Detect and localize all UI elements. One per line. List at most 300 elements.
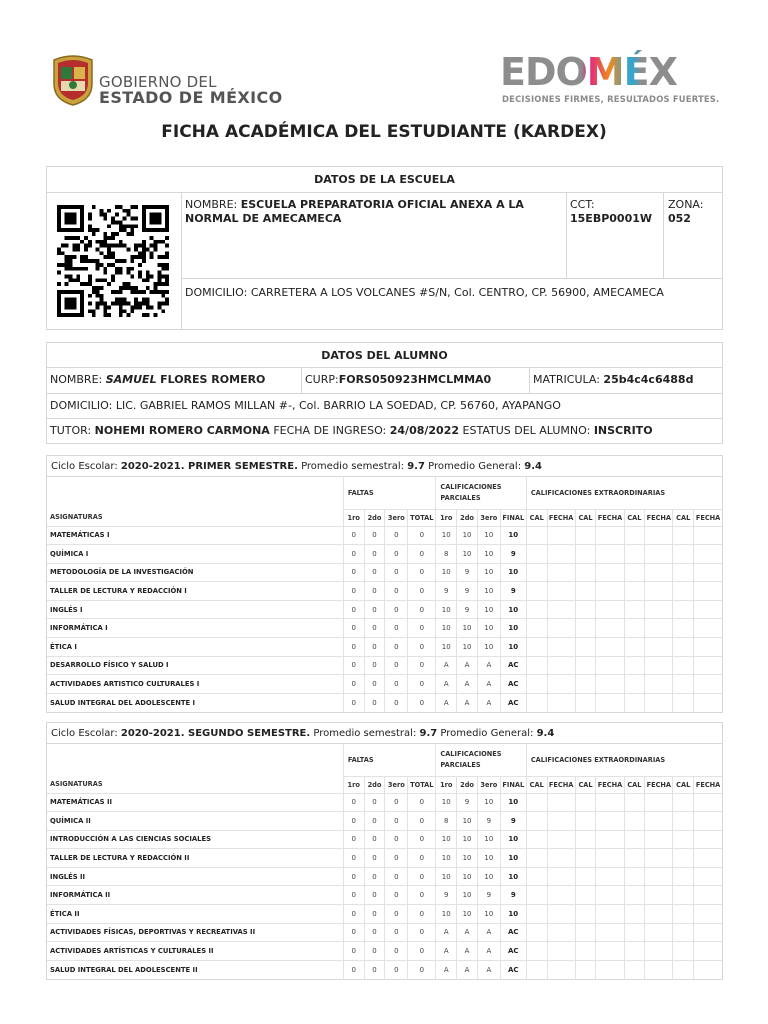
falta-cell: 0 [385,849,408,868]
col-parciales: CALIFICACIONES PARCIALES [436,477,526,509]
gov-line1: GOBIERNO DEL [99,73,217,91]
subject-name: ÉTICA II [47,905,343,924]
extra-cell [694,849,722,868]
extra-cell [526,942,547,961]
school-cct: CCT: 15EBP0001W [570,198,653,225]
parcial-cell: A [457,693,478,712]
falta-cell: 0 [385,563,408,582]
falta-cell: 0 [385,638,408,657]
extra-cell [547,563,575,582]
falta-cell: 0 [364,867,385,886]
falta-cell: 0 [385,830,408,849]
falta-cell: 0 [385,582,408,601]
falta-cell: 0 [408,582,436,601]
extra-cell [694,619,722,638]
table-row [47,849,722,868]
final-grade: 10 [500,619,526,638]
extra-cell [526,867,547,886]
extra-cell [575,526,596,545]
parcial-cell: 9 [436,582,457,601]
subject-name: ACTIVIDADES FÍSICAS, DEPORTIVAS Y RECREATIVAS II [47,923,343,942]
parcial-cell: 10 [436,867,457,886]
final-grade: 9 [500,812,526,831]
subject-name: MATEMÁTICAS II [47,793,343,812]
extra-cell [624,960,645,979]
col-faltas: FALTAS [343,477,436,509]
final-grade: 9 [500,886,526,905]
extra-cell [596,942,624,961]
edomex-word: EDOMÉX [500,50,677,94]
falta-cell: 0 [408,619,436,638]
extra-cell [645,942,673,961]
falta-cell: 0 [385,619,408,638]
extra-cell [575,675,596,694]
parcial-cell: A [436,942,457,961]
extra-cell [547,886,575,905]
col-header: 2do [457,776,478,793]
extra-cell [596,830,624,849]
extra-cell [694,812,722,831]
extra-cell [694,830,722,849]
falta-cell: 0 [385,923,408,942]
falta-cell: 0 [364,693,385,712]
falta-cell: 0 [364,942,385,961]
extra-cell [624,545,645,564]
extra-cell [624,867,645,886]
falta-cell: 0 [343,656,364,675]
extra-cell [547,849,575,868]
extra-cell [575,638,596,657]
parcial-cell: 10 [457,849,478,868]
extra-cell [624,526,645,545]
extra-cell [575,960,596,979]
falta-cell: 0 [364,812,385,831]
extra-cell [575,563,596,582]
falta-cell: 0 [408,675,436,694]
final-grade: AC [500,960,526,979]
extra-cell [673,582,694,601]
edomex-tagline: DECISIONES FIRMES, RESULTADOS FUERTES. [502,94,720,104]
extra-cell [673,619,694,638]
extra-cell [596,886,624,905]
extra-cell [645,563,673,582]
extra-cell [575,582,596,601]
subject-name: ACTIVIDADES ARTISTICO CULTURALES I [47,675,343,694]
parcial-cell: 10 [457,619,478,638]
parcial-cell: 10 [457,830,478,849]
parcial-cell: A [436,960,457,979]
extra-cell [624,886,645,905]
falta-cell: 0 [343,830,364,849]
semester-caption: Ciclo Escolar: 2020-2021. PRIMER SEMESTRE. Promedio semestral: 9.7 Promedio General: 9.4 [47,456,722,477]
final-grade: 9 [500,545,526,564]
parcial-cell: 10 [436,905,457,924]
extra-cell [596,675,624,694]
parcial-cell: A [477,960,500,979]
extra-cell [596,563,624,582]
falta-cell: 0 [385,867,408,886]
extra-cell [596,545,624,564]
extra-cell [624,905,645,924]
col-header: 3ero [477,509,500,526]
falta-cell: 0 [364,563,385,582]
parcial-cell: 10 [436,600,457,619]
extra-cell [694,886,722,905]
parcial-cell: 9 [436,886,457,905]
final-grade: 10 [500,638,526,657]
extra-cell [624,656,645,675]
final-grade: 10 [500,905,526,924]
gov-line2: ESTADO DE MÉXICO [99,88,283,107]
extra-cell [596,638,624,657]
extra-cell [694,582,722,601]
falta-cell: 0 [343,563,364,582]
grades-table [47,477,722,712]
table-row [47,830,722,849]
parcial-cell: 10 [477,849,500,868]
subject-name: DESARROLLO FÍSICO Y SALUD I [47,656,343,675]
extra-cell [575,886,596,905]
extra-cell [526,563,547,582]
falta-cell: 0 [385,600,408,619]
page-title: FICHA ACADÉMICA DEL ESTUDIANTE (KARDEX) [161,122,607,142]
col-header: FINAL [500,509,526,526]
table-row [47,656,722,675]
extra-cell [673,526,694,545]
extra-cell [547,526,575,545]
final-grade: 10 [500,793,526,812]
extra-cell [596,812,624,831]
falta-cell: 0 [385,886,408,905]
extra-cell [673,886,694,905]
extra-cell [596,849,624,868]
falta-cell: 0 [343,526,364,545]
government-wordmark [99,74,283,106]
subject-name: QUÍMICA II [47,812,343,831]
extra-cell [596,619,624,638]
extra-cell [645,960,673,979]
col-header: TOTAL [408,776,436,793]
extra-cell [547,960,575,979]
extra-cell [645,849,673,868]
falta-cell: 0 [364,923,385,942]
col-header: 1ro [343,776,364,793]
parcial-cell: 10 [436,619,457,638]
falta-cell: 0 [385,905,408,924]
extra-cell [526,849,547,868]
parcial-cell: 10 [477,600,500,619]
extra-cell [645,923,673,942]
extra-cell [547,905,575,924]
extra-cell [526,793,547,812]
student-curp: CURP:FORS050923HMCLMMA0 [305,373,492,386]
extra-cell [526,923,547,942]
extra-cell [673,675,694,694]
parcial-cell: 9 [457,600,478,619]
parcial-cell: 9 [457,582,478,601]
falta-cell: 0 [364,526,385,545]
qr-code-icon [57,203,169,319]
extra-cell [575,793,596,812]
extra-cell [694,638,722,657]
falta-cell: 0 [408,849,436,868]
parcial-cell: A [457,960,478,979]
extra-cell [575,812,596,831]
extra-cell [547,942,575,961]
extra-cell [526,545,547,564]
extra-cell [596,923,624,942]
student-tutor-line: TUTOR: NOHEMI ROMERO CARMONA FECHA DE INGRESO: 24/08/2022 ESTATUS DEL ALUMNO: INSCRITO [50,424,653,437]
falta-cell: 0 [408,526,436,545]
page-header [0,0,768,115]
parcial-cell: A [436,656,457,675]
extra-cell [673,656,694,675]
falta-cell: 0 [385,793,408,812]
parcial-cell: 10 [436,830,457,849]
extra-cell [694,600,722,619]
subject-name: INGLÉS II [47,867,343,886]
parcial-cell: 10 [436,793,457,812]
col-header: FECHA [694,776,722,793]
parcial-cell: 9 [457,793,478,812]
semester-caption: Ciclo Escolar: 2020-2021. SEGUNDO SEMESTRE. Promedio semestral: 9.7 Promedio General: 9.4 [47,723,722,744]
falta-cell: 0 [385,545,408,564]
col-header: CAL [624,509,645,526]
falta-cell: 0 [408,793,436,812]
extra-cell [673,545,694,564]
extra-cell [645,582,673,601]
extra-cell [526,600,547,619]
extra-cell [673,638,694,657]
table-row [47,942,722,961]
falta-cell: 0 [364,675,385,694]
extra-cell [673,942,694,961]
col-header: 2do [364,776,385,793]
parcial-cell: A [457,656,478,675]
col-header: FECHA [694,509,722,526]
extra-cell [645,619,673,638]
extra-cell [673,960,694,979]
extra-cell [624,849,645,868]
col-header: CAL [673,776,694,793]
falta-cell: 0 [343,886,364,905]
falta-cell: 0 [364,638,385,657]
parcial-cell: 10 [436,526,457,545]
final-grade: AC [500,675,526,694]
falta-cell: 0 [408,942,436,961]
extra-cell [673,830,694,849]
col-header: 1ro [436,509,457,526]
falta-cell: 0 [385,656,408,675]
extra-cell [624,793,645,812]
extra-cell [547,619,575,638]
parcial-cell: A [436,923,457,942]
parcial-cell: A [477,942,500,961]
extra-cell [547,830,575,849]
extra-cell [575,545,596,564]
extra-cell [596,693,624,712]
parcial-cell: 10 [477,545,500,564]
extra-cell [624,563,645,582]
extra-cell [694,656,722,675]
extra-cell [673,693,694,712]
parcial-cell: 10 [436,563,457,582]
parcial-cell: 10 [436,849,457,868]
extra-cell [624,619,645,638]
parcial-cell: 8 [436,812,457,831]
falta-cell: 0 [364,830,385,849]
extra-cell [624,638,645,657]
parcial-cell: 10 [457,545,478,564]
parcial-cell: 10 [477,638,500,657]
extra-cell [645,830,673,849]
extra-cell [694,563,722,582]
extra-cell [694,960,722,979]
extra-cell [694,942,722,961]
falta-cell: 0 [408,656,436,675]
col-header: CAL [624,776,645,793]
extra-cell [547,675,575,694]
extra-cell [575,656,596,675]
extra-cell [624,582,645,601]
falta-cell: 0 [343,905,364,924]
extra-cell [526,526,547,545]
parcial-cell: 10 [457,905,478,924]
student-data-section [46,342,723,444]
table-row [47,600,722,619]
extra-cell [673,600,694,619]
falta-cell: 0 [364,600,385,619]
extra-cell [596,600,624,619]
falta-cell: 0 [343,619,364,638]
table-row [47,545,722,564]
parcial-cell: A [457,675,478,694]
falta-cell: 0 [408,867,436,886]
edomex-logo-text [500,50,722,94]
extra-cell [547,867,575,886]
parcial-cell: A [477,656,500,675]
edomex-brand [500,50,722,104]
extra-cell [673,793,694,812]
extra-cell [526,812,547,831]
extra-cell [547,545,575,564]
col-faltas: FALTAS [343,744,436,776]
table-row [47,563,722,582]
extra-cell [596,793,624,812]
extra-cell [624,923,645,942]
table-row [47,960,722,979]
extra-cell [624,942,645,961]
school-zona: ZONA: 052 [668,198,704,225]
extra-cell [575,600,596,619]
extra-cell [645,526,673,545]
col-header: 2do [364,509,385,526]
falta-cell: 0 [343,582,364,601]
col-header: CAL [526,776,547,793]
falta-cell: 0 [343,812,364,831]
extra-cell [694,793,722,812]
col-header: CAL [575,509,596,526]
extra-cell [547,812,575,831]
parcial-cell: 8 [436,545,457,564]
extra-cell [575,867,596,886]
falta-cell: 0 [343,675,364,694]
parcial-cell: A [457,942,478,961]
extra-cell [645,905,673,924]
parcial-cell: 10 [457,526,478,545]
extra-cell [645,693,673,712]
col-header: 1ro [343,509,364,526]
extra-cell [596,867,624,886]
parcial-cell: 10 [477,830,500,849]
extra-cell [526,886,547,905]
table-row [47,638,722,657]
extra-cell [645,675,673,694]
extra-cell [526,675,547,694]
extra-cell [645,793,673,812]
parcial-cell: 10 [477,526,500,545]
falta-cell: 0 [385,942,408,961]
table-row [47,886,722,905]
extra-cell [526,638,547,657]
final-grade: 10 [500,830,526,849]
extra-cell [694,526,722,545]
parcial-cell: A [477,675,500,694]
falta-cell: 0 [343,693,364,712]
subject-name: SALUD INTEGRAL DEL ADOLESCENTE II [47,960,343,979]
final-grade: AC [500,693,526,712]
extra-cell [547,582,575,601]
parcial-cell: 10 [436,638,457,657]
col-asignaturas: ASIGNATURAS [47,477,343,526]
extra-cell [694,905,722,924]
falta-cell: 0 [408,960,436,979]
parcial-cell: A [477,693,500,712]
col-header: FECHA [596,776,624,793]
falta-cell: 0 [343,867,364,886]
subject-name: ÉTICA I [47,638,343,657]
table-row [47,923,722,942]
extra-cell [645,600,673,619]
col-parciales: CALIFICACIONES PARCIALES [436,744,526,776]
extra-cell [673,867,694,886]
final-grade: 10 [500,563,526,582]
extra-cell [575,830,596,849]
falta-cell: 0 [408,886,436,905]
table-row [47,526,722,545]
extra-cell [596,526,624,545]
extra-cell [526,693,547,712]
falta-cell: 0 [364,905,385,924]
extra-cell [596,656,624,675]
subject-name: METODOLOGÍA DE LA INVESTIGACIÓN [47,563,343,582]
state-coat-of-arms-icon [50,54,96,106]
extra-cell [547,638,575,657]
col-extraordinarias: CALIFICACIONES EXTRAORDINARIAS [526,744,722,776]
parcial-cell: A [436,675,457,694]
falta-cell: 0 [343,600,364,619]
extra-cell [547,656,575,675]
subject-name: INGLÉS I [47,600,343,619]
col-header: FECHA [645,776,673,793]
extra-cell [575,619,596,638]
extra-cell [575,923,596,942]
parcial-cell: 10 [457,886,478,905]
extra-cell [694,675,722,694]
parcial-cell: 10 [477,905,500,924]
col-extraordinarias: CALIFICACIONES EXTRAORDINARIAS [526,477,722,509]
student-name: NOMBRE: SAMUEL FLORES ROMERO [50,373,266,386]
